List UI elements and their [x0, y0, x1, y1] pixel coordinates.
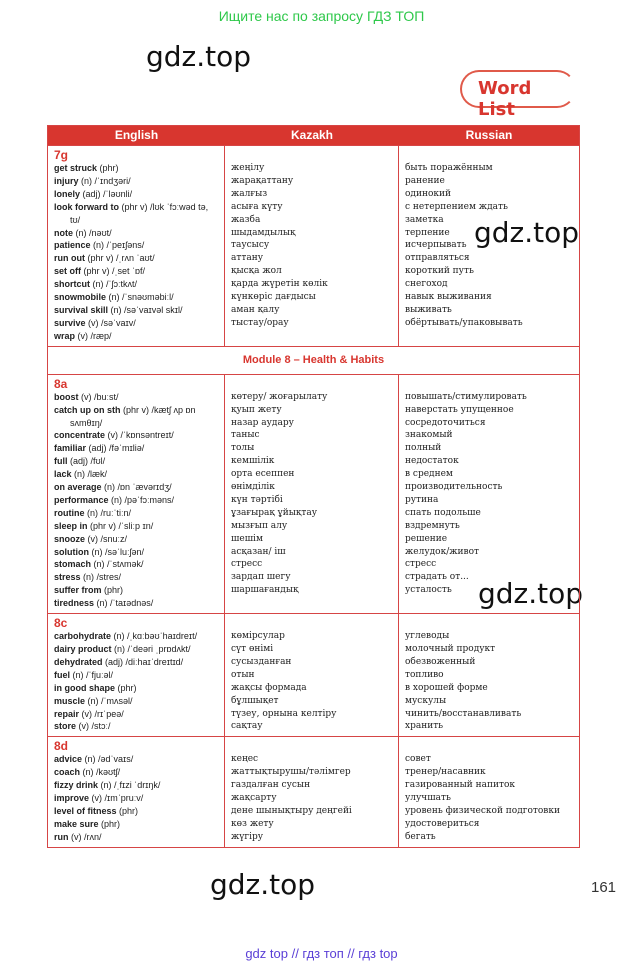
- entry-transcription: (n) /səˈluːʃən/: [89, 546, 145, 557]
- kazakh-translation: өнімділік: [231, 482, 275, 493]
- russian-translation: повышать/стимулировать: [405, 391, 527, 402]
- russian-translation: чинить/восстанавливать: [405, 708, 522, 719]
- kazakh-translation: орта есеппен: [231, 469, 295, 480]
- kazakh-translation: таныс: [231, 430, 260, 441]
- kazakh-translation: көмірсулар: [231, 631, 285, 642]
- kazakh-column: [225, 614, 399, 736]
- english-entry: [54, 391, 218, 404]
- kazakh-translation: қуып жету: [231, 404, 282, 415]
- russian-translation: усталость: [405, 585, 452, 596]
- kazakh-translation: жазба: [231, 214, 261, 225]
- russian-translation: полный: [405, 443, 442, 454]
- english-column: [48, 146, 225, 346]
- entry-word: full: [54, 456, 68, 467]
- entry-transcription: (n) /ɒn ˈævərɪdʒ/: [101, 482, 172, 493]
- watermark: gdz.top: [478, 577, 584, 610]
- kazakh-translation: күн тәртібі: [231, 494, 283, 505]
- entry-word: wrap: [54, 330, 76, 341]
- english-entry: [54, 227, 218, 240]
- entry-transcription: tʊ/: [70, 214, 81, 225]
- english-entry: [54, 630, 218, 643]
- entry-transcription: (n) /læk/: [71, 469, 108, 480]
- entry-transcription: (v) /ˈkɒnsəntreɪt/: [105, 430, 174, 441]
- english-entry: [54, 468, 218, 481]
- entry-word: lonely: [54, 188, 81, 199]
- entry-word: dairy product: [54, 644, 112, 654]
- entry-word: run out: [54, 253, 85, 264]
- kazakh-translation: жақсарту: [231, 793, 277, 804]
- kazakh-translation: көтеру/ жоғарылату: [231, 391, 328, 402]
- entry-word: snooze: [54, 533, 86, 544]
- entry-word: muscle: [54, 695, 86, 706]
- russian-translation: тренер/насавник: [405, 767, 486, 778]
- kazakh-translation: сусызданған: [231, 656, 292, 667]
- russian-translation: заметка: [405, 214, 444, 225]
- entry-word: fuel: [54, 669, 71, 680]
- kazakh-column: [225, 737, 399, 846]
- unit-title-spacer: [405, 377, 573, 391]
- russian-translation: навык выживания: [405, 292, 492, 303]
- kazakh-translation: көз жету: [231, 818, 274, 829]
- unit-section: [48, 145, 579, 346]
- kazakh-translation: шаршағандық: [231, 585, 299, 596]
- entry-word: look forward to: [54, 201, 119, 212]
- kazakh-translation: жеңілу: [231, 163, 265, 173]
- russian-translation: с нетерпением ждать: [405, 201, 508, 212]
- entry-transcription: (adj) /ˈləʊnli/: [80, 188, 133, 199]
- english-entry: [54, 818, 218, 831]
- entry-transcription: (n) /ˈsnəʊməbiːl/: [106, 292, 174, 303]
- russian-translation: короткий путь: [405, 266, 474, 277]
- entry-word: improve: [54, 793, 90, 804]
- english-entry: [54, 175, 218, 188]
- entry-word: run: [54, 831, 69, 842]
- entry-word: in good shape: [54, 682, 116, 693]
- english-entry: [54, 779, 218, 792]
- kazakh-column: [225, 146, 399, 346]
- entry-word: catch up on sth: [54, 404, 121, 415]
- entry-transcription: (n) /ˈʃɔːtkʌt/: [90, 279, 137, 290]
- kazakh-translation: ұзағырақ ұйықтау: [231, 507, 318, 518]
- entry-word: tiredness: [54, 598, 95, 609]
- russian-translation: в хорошей форме: [405, 682, 488, 693]
- entry-transcription: (n) /ˈmʌsəl/: [85, 695, 133, 706]
- entry-transcription: (phr): [115, 682, 137, 693]
- entry-transcription: (v) /buːst/: [78, 391, 119, 402]
- kazakh-translation: аттану: [231, 253, 263, 264]
- entry-word: note: [54, 227, 73, 238]
- russian-translation: знакомый: [405, 430, 453, 441]
- unit-title: 8a: [54, 376, 68, 391]
- kazakh-translation: таусысу: [231, 240, 270, 251]
- entry-word: get struck: [54, 163, 98, 173]
- entry-word: carbohydrate: [54, 631, 112, 642]
- kazakh-translation: газдалған сусын: [231, 780, 311, 791]
- english-entry: [54, 766, 218, 779]
- english-entry: [54, 584, 218, 597]
- entry-transcription: (phr v) /ˈsliːp ɪn/: [87, 520, 154, 531]
- entry-word: store: [54, 721, 77, 732]
- russian-translation: спать подольше: [405, 507, 481, 518]
- russian-translation: улучшать: [405, 793, 451, 804]
- entry-word: dehydrated: [54, 656, 103, 667]
- entry-word: survive: [54, 317, 86, 328]
- entry-transcription: (v) /ræp/: [75, 330, 112, 341]
- unit-title-spacer: [231, 739, 392, 753]
- english-entry: [54, 291, 218, 304]
- english-column: [48, 375, 225, 613]
- russian-translation: ранение: [405, 175, 445, 186]
- kazakh-translation: жаттықтырушы/тәлімгер: [231, 767, 351, 778]
- header-english: English: [114, 128, 159, 142]
- russian-translation: топливо: [405, 669, 444, 680]
- entry-word: performance: [54, 494, 109, 505]
- russian-translation: бегать: [405, 831, 436, 842]
- english-entry: [54, 533, 218, 546]
- kazakh-translation: асқазан/ іш: [231, 546, 286, 557]
- entry-transcription: (n) /səˈvaɪvəl skɪl/: [108, 304, 183, 315]
- kazakh-translation: стресс: [231, 559, 263, 570]
- english-entry: [54, 417, 218, 430]
- entry-transcription: (phr v) /ˌrʌn ˈaʊt/: [85, 253, 155, 264]
- unit-title-spacer: [231, 616, 392, 630]
- russian-translation: производительность: [405, 482, 503, 493]
- entry-transcription: (n) /ˌkɑːbəʊˈhaɪdreɪt/: [111, 631, 198, 642]
- entry-transcription: (v) /stɔː/: [76, 721, 111, 732]
- russian-translation: вздремнуть: [405, 520, 460, 531]
- entry-transcription: (adj) /diːhaɪˈdreɪtɪd/: [102, 656, 184, 667]
- header-kazakh: Kazakh: [290, 128, 334, 142]
- entry-transcription: (phr v) /lʊk ˈfɔːwəd tə,: [119, 201, 209, 212]
- entry-transcription: (n) /ruːˈtiːn/: [84, 507, 132, 518]
- english-entry: [54, 643, 218, 656]
- kazakh-translation: дене шынықтыру деңгейі: [231, 805, 352, 816]
- russian-translation: терпение: [405, 227, 450, 238]
- entry-word: shortcut: [54, 279, 90, 290]
- table-header: [48, 126, 579, 145]
- entry-transcription: (adj) /fʊl/: [67, 456, 106, 467]
- entry-word: lack: [54, 469, 72, 480]
- entry-transcription: (phr v) /kætʃ ʌp ɒn: [120, 404, 196, 415]
- english-entry: [54, 597, 218, 610]
- word-list-badge: [460, 70, 576, 120]
- english-column: [48, 737, 225, 846]
- kazakh-translation: аман қалу: [231, 304, 280, 315]
- entry-transcription: (n) /ˈtaɪədnəs/: [94, 598, 154, 609]
- english-entry: [54, 265, 218, 278]
- entry-transcription: (n) /nəʊt/: [73, 227, 112, 238]
- entry-transcription: sʌmθɪŋ/: [70, 417, 103, 428]
- english-entry: [54, 546, 218, 559]
- unit-title-spacer: [231, 377, 392, 391]
- module-title: Module 8 – Health & Habits: [48, 346, 579, 374]
- entry-transcription: (n) /pəˈfɔːməns/: [108, 494, 175, 505]
- entry-transcription: (v) /rɪˈpeə/: [79, 708, 124, 719]
- unit-title-spacer: [405, 616, 573, 630]
- entry-word: sleep in: [54, 520, 88, 531]
- russian-translation: быть поражённым: [405, 163, 493, 173]
- english-entry: [54, 558, 218, 571]
- kazakh-column: [225, 375, 399, 613]
- russian-translation: исчерпывать: [405, 240, 467, 251]
- english-entry: [54, 214, 218, 227]
- entry-transcription: (v) /ɪmˈpruːv/: [89, 793, 144, 804]
- kazakh-translation: тыстау/орау: [231, 317, 289, 328]
- entry-transcription: (n) /ˈfjuːəl/: [70, 669, 114, 680]
- english-entry: [54, 682, 218, 695]
- russian-translation: рутина: [405, 494, 439, 505]
- entry-word: patience: [54, 240, 91, 251]
- russian-column: [399, 146, 579, 346]
- top-banner[interactable]: Ищите нас по запросу ГДЗ ТОП: [218, 8, 425, 24]
- entry-word: snowmobile: [54, 292, 107, 303]
- english-entry: [54, 520, 218, 533]
- kazakh-translation: сүт өнімі: [231, 644, 274, 654]
- kazakh-translation: кеңес: [231, 754, 259, 765]
- kazakh-translation: кемшілік: [231, 456, 275, 467]
- russian-translation: сосредоточиться: [405, 417, 486, 428]
- entry-transcription: (phr): [97, 163, 119, 173]
- kazakh-translation: жақсы формада: [231, 682, 307, 693]
- english-entry: [54, 330, 218, 343]
- entry-transcription: (n) /ˈstʌmək/: [91, 559, 144, 570]
- english-entry: [54, 507, 218, 520]
- unit-section: [48, 374, 579, 613]
- entry-word: stomach: [54, 559, 92, 570]
- russian-translation: снегоход: [405, 279, 448, 290]
- watermark: gdz.top: [474, 216, 580, 249]
- english-entry: [54, 304, 218, 317]
- russian-translation: желудок/живот: [405, 546, 479, 557]
- entry-transcription: (v) /səˈvaɪv/: [85, 317, 136, 328]
- russian-translation: обезвоженный: [405, 656, 476, 667]
- entry-transcription: (v) /rʌn/: [68, 831, 102, 842]
- footer-links[interactable]: gdz top // гдз топ // гдз top: [245, 946, 398, 961]
- english-entry: [54, 656, 218, 669]
- kazakh-translation: жүгіру: [231, 831, 264, 842]
- russian-translation: молочный продукт: [405, 644, 496, 654]
- english-entry: [54, 805, 218, 818]
- russian-translation: одинокий: [405, 188, 451, 199]
- entry-transcription: (n) /ˈɪndʒəri/: [78, 175, 131, 186]
- kazakh-translation: отын: [231, 669, 255, 680]
- entry-transcription: (v) /snuːz/: [85, 533, 128, 544]
- entry-transcription: (phr): [101, 585, 124, 596]
- entry-word: stress: [54, 572, 81, 583]
- unit-title: 8c: [54, 616, 68, 631]
- entry-transcription: (n) /stres/: [80, 572, 122, 583]
- entry-transcription: (phr): [116, 805, 139, 816]
- english-entry: [54, 695, 218, 708]
- english-entry: [54, 188, 218, 201]
- watermark: gdz.top: [210, 868, 316, 901]
- entry-word: solution: [54, 546, 89, 557]
- english-entry: [54, 571, 218, 584]
- kazakh-translation: жалғыз: [231, 188, 268, 199]
- kazakh-translation: сақтау: [231, 721, 263, 732]
- entry-word: suffer from: [54, 585, 102, 596]
- unit-title: 7g: [54, 148, 69, 162]
- entry-transcription: (n) /kəʊtʃ/: [80, 767, 121, 778]
- english-entry: [54, 201, 218, 214]
- entry-word: familiar: [54, 443, 87, 454]
- kazakh-translation: мызғып алу: [231, 520, 288, 531]
- entry-word: routine: [54, 507, 85, 518]
- english-entry: [54, 239, 218, 252]
- entry-transcription: (n) /ˈdeəri ˌprɒdʌkt/: [111, 644, 191, 654]
- entry-word: on average: [54, 482, 102, 493]
- english-entry: [54, 753, 218, 766]
- russian-translation: в среднем: [405, 469, 453, 480]
- unit-title-spacer: [231, 148, 392, 162]
- entry-transcription: (n) /ˌfɪzi ˈdrɪŋk/: [98, 780, 161, 791]
- entry-transcription: (phr): [98, 818, 121, 829]
- russian-column: [399, 614, 579, 736]
- russian-translation: недостаток: [405, 456, 459, 467]
- kazakh-translation: асыға күту: [231, 201, 283, 212]
- kazakh-translation: күнкөріс дағдысы: [231, 292, 316, 303]
- entry-word: set off: [54, 266, 81, 277]
- russian-translation: мускулы: [405, 695, 447, 706]
- russian-translation: отправляться: [405, 253, 470, 264]
- entry-word: injury: [54, 175, 79, 186]
- russian-translation: стресс: [405, 559, 437, 570]
- unit-title: 8d: [54, 739, 69, 754]
- entry-word: coach: [54, 767, 81, 778]
- english-entry: [54, 317, 218, 330]
- english-entry: [54, 455, 218, 468]
- english-entry: [54, 252, 218, 265]
- entry-word: repair: [54, 708, 80, 719]
- entry-transcription: (n) /ˈpeɪʃəns/: [90, 240, 145, 251]
- english-entry: [54, 278, 218, 291]
- entry-transcription: (phr v) /ˌset ˈɒf/: [81, 266, 146, 277]
- english-column: [48, 614, 225, 736]
- kazakh-translation: қысқа жол: [231, 266, 282, 277]
- entry-word: level of fitness: [54, 805, 117, 816]
- russian-translation: решение: [405, 533, 448, 544]
- unit-title-spacer: [405, 148, 573, 162]
- entry-word: survival skill: [54, 304, 109, 315]
- kazakh-translation: шыдамдылық: [231, 227, 296, 238]
- kazakh-translation: толы: [231, 443, 255, 454]
- english-entry: [54, 481, 218, 494]
- header-russian: Russian: [465, 128, 513, 142]
- english-entry: [54, 442, 218, 455]
- unit-section: [48, 736, 579, 846]
- english-entry: [54, 708, 218, 721]
- kazakh-translation: түзеу, орнына келтіру: [231, 708, 337, 719]
- russian-column: [399, 737, 579, 846]
- kazakh-translation: шешім: [231, 533, 263, 544]
- russian-translation: совет: [405, 754, 431, 765]
- russian-translation: страдать от...: [405, 572, 469, 583]
- entry-word: advice: [54, 754, 83, 765]
- kazakh-translation: қарда жүретін көлік: [231, 279, 328, 290]
- word-list-table: [47, 125, 580, 848]
- english-entry: [54, 494, 218, 507]
- english-entry: [54, 792, 218, 805]
- russian-translation: хранить: [405, 721, 444, 732]
- russian-translation: углеводы: [405, 631, 450, 642]
- russian-translation: уровень физической подготовки: [405, 805, 560, 816]
- english-entry: [54, 404, 218, 417]
- entry-word: make sure: [54, 818, 99, 829]
- russian-translation: газированный напиток: [405, 780, 516, 791]
- watermark: gdz.top: [146, 40, 252, 73]
- kazakh-translation: жарақаттану: [231, 175, 294, 186]
- kazakh-translation: бұлшықет: [231, 695, 279, 706]
- unit-section: [48, 613, 579, 736]
- entry-word: concentrate: [54, 430, 106, 441]
- english-entry: [54, 162, 218, 175]
- kazakh-translation: назар аудару: [231, 417, 294, 428]
- entry-word: boost: [54, 391, 79, 402]
- entry-transcription: (adj) /fəˈmɪliə/: [86, 443, 145, 454]
- english-entry: [54, 831, 218, 844]
- russian-translation: наверстать упущенное: [405, 404, 514, 415]
- entry-transcription: (n) /ədˈvaɪs/: [82, 754, 134, 765]
- russian-translation: выживать: [405, 304, 452, 315]
- russian-translation: удостовериться: [405, 818, 480, 829]
- russian-translation: обёртывать/упаковывать: [405, 317, 523, 328]
- kazakh-translation: зардап шегу: [231, 572, 291, 583]
- page-number: 161: [591, 879, 617, 896]
- english-entry: [54, 720, 218, 733]
- english-entry: [54, 429, 218, 442]
- english-entry: [54, 669, 218, 682]
- unit-title-spacer: [405, 739, 573, 753]
- russian-column: [399, 375, 579, 613]
- word-list-label: Word List: [478, 78, 532, 120]
- entry-word: fizzy drink: [54, 780, 99, 791]
